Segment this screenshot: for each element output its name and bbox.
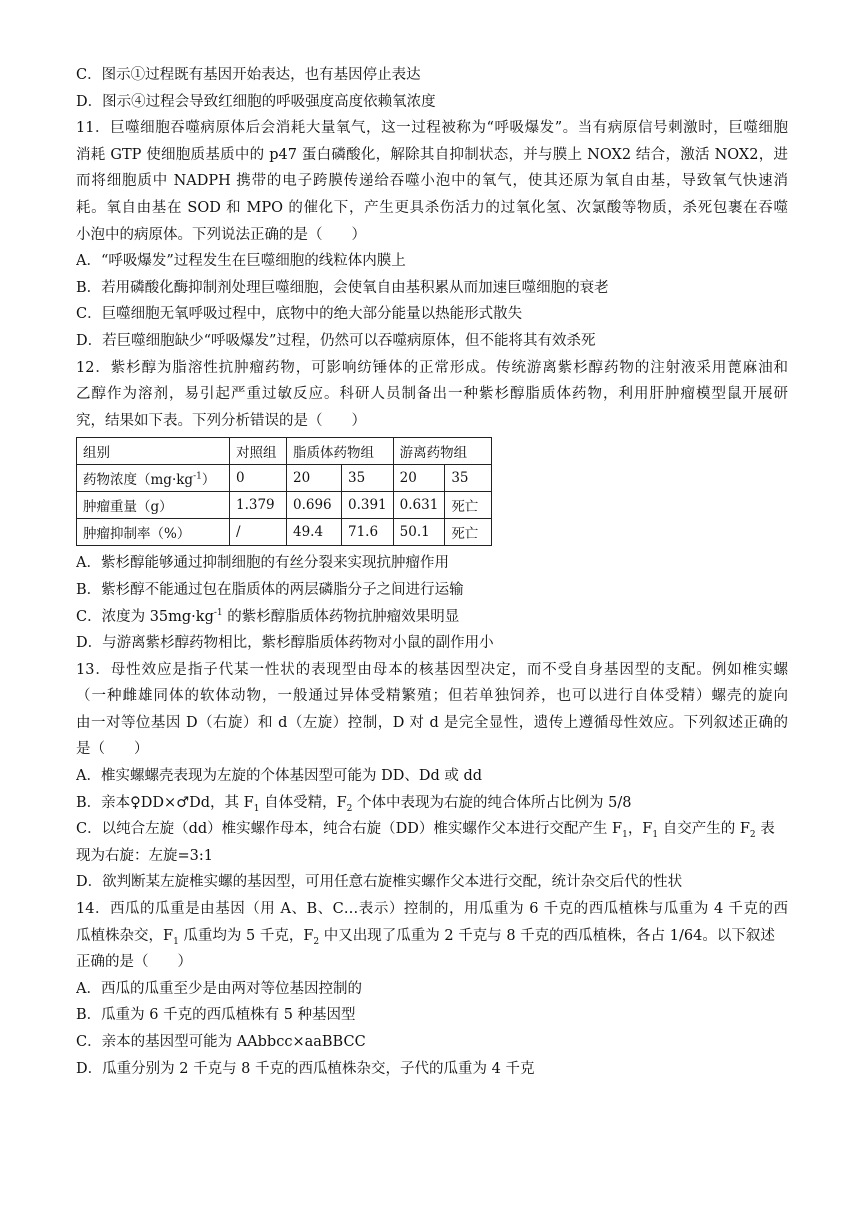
q13-option-d: D．欲判断某左旋椎实螺的基因型，可用任意右旋椎实螺作父本进行交配，统计杂交后代的性状	[76, 874, 683, 891]
q14-option-b: B．瓜重为 6 千克的西瓜植株有 5 种基因型	[76, 1007, 356, 1024]
q13-option-c-continued: 现为右旋：左旋=3:1	[76, 847, 213, 864]
q11-stem-line: 11．巨噬细胞吞噬病原体后会消耗大量氧气，这一过程被称为“呼吸爆发”。当有病原信号刺激时，巨噬细胞	[76, 120, 788, 137]
q14-stem	[76, 896, 788, 976]
table-header-cell: 脂质体药物组	[287, 438, 394, 465]
q13-option-c: C．以纯合左旋（dd）椎实螺作母本，纯合右旋（DD）椎实螺作父本进行交配产生 $F_1$，$F_1$ 自交产生的 $F_2$ 表	[76, 821, 775, 841]
q11-option-a: A．“呼吸爆发”过程发生在巨噬细胞的线粒体内膜上	[76, 253, 406, 270]
q11-stem-line: 而将细胞质中 NADPH 携带的电子跨膜传递给吞噬小泡中的氧气，使其还原为氧自由基，导致氧气快速消	[76, 173, 788, 190]
q13-option-b: B．亲本♀DD×♂Dd，其 $F_1$ 自体受精，$F_2$ 个体中表现为右旋的纯合体所占比例为 5/8	[76, 794, 632, 814]
q14-option-d: D．瓜重分别为 2 千克与 8 千克的西瓜植株杂交，子代的瓜重为 4 千克	[76, 1060, 535, 1077]
table-cell: 0	[230, 465, 287, 492]
q10-option-c: C．图示①过程既有基因开始表达，也有基因停止表达	[76, 67, 421, 83]
q13-stem-line: 13．母性效应是指子代某一性状的表现型由母本的核基因型决定，而不受自身基因型的支配。例如椎实螺	[76, 661, 788, 678]
table-row-label: 肿瘤重量（g）	[77, 492, 230, 519]
table-header-cell: 对照组	[230, 438, 287, 465]
table-cell: 死亡	[445, 492, 492, 519]
q10-option-d: D．图示④过程会导致红细胞的呼吸强度高度依赖氧浓度	[76, 93, 436, 110]
table-cell: 35	[342, 465, 394, 492]
table-header-cell: 组别	[77, 438, 230, 465]
q14-option-a: A．西瓜的瓜重至少是由两对等位基因控制的	[76, 980, 362, 997]
table-cell: 0.696	[287, 492, 342, 519]
q12-stem-line: 究，结果如下表。下列分析错误的是（ ）	[76, 412, 366, 429]
table-cell: 35	[445, 465, 492, 492]
q14-option-c: C．亲本的基因型可能为 AAbbcc×aaBBCC	[76, 1034, 366, 1050]
q13-stem-line: （一种雌雄同体的软体动物，一般通过异体受精繁殖；但若单独饲养，也可以进行自体受精）螺壳的旋向	[76, 688, 788, 705]
q11-option-b: B．若用磷酸化酶抑制剂处理巨噬细胞，会使氧自由基积累从而加速巨噬细胞的衰老	[76, 279, 609, 296]
q12-option-d: D．与游离紫杉醇药物相比，紫杉醇脂质体药物对小鼠的副作用小	[76, 635, 494, 652]
table-cell: 71.6	[342, 519, 394, 546]
table-header-row	[77, 438, 492, 465]
table-cell: 死亡	[445, 519, 492, 546]
table-cell: 0.631	[393, 492, 445, 519]
q13-stem-line: 由一对等位基因 D（右旋）和 d（左旋）控制，D 对 d 是完全显性，遗传上遵循母性效应。下列叙述正确的	[76, 714, 788, 731]
q12-stem	[76, 355, 788, 435]
q11-stem	[76, 115, 788, 248]
q14-stem-line: 瓜植株杂交，$F_1$ 瓜重均为 5 千克，$F_2$ 中又出现了瓜重为 2 千克与 8 千克的西瓜植株，各占 1/64。以下叙述	[76, 927, 775, 947]
q12-stem-line: 12．紫杉醇为脂溶性抗肿瘤药物，可影响纺锤体的正常形成。传统游离紫杉醇药物的注射液采用蓖麻油和	[76, 359, 788, 376]
q11-stem-line: 消耗 GTP 使细胞质基质中的 p47 蛋白磷酸化，解除其自抑制状态，并与膜上 NOX2 结合，激活 NOX2，进	[76, 146, 788, 163]
q11-stem-line: 耗。氧自由基在 SOD 和 MPO 的催化下，产生更具杀伤活力的过氧化氢、次氯酸等物质，杀死包裹在吞噬	[76, 199, 788, 216]
q13-stem	[76, 657, 788, 763]
table-row-label: 药物浓度$(mg\cdot kg^{-1})$	[77, 465, 230, 492]
table-row	[77, 519, 492, 546]
table-row	[77, 465, 492, 492]
q11-stem-line: 小泡中的病原体。下列说法正确的是（ ）	[76, 226, 366, 243]
q14-stem-line: 14．西瓜的瓜重是由基因（用 A、B、C…表示）控制的，用瓜重为 6 千克的西瓜植株与瓜重为 4 千克的西	[76, 901, 788, 918]
table-cell: 50.1	[393, 519, 445, 546]
table-cell: /	[230, 519, 287, 546]
exam-page	[76, 62, 788, 1082]
table-cell: 1.379	[230, 492, 287, 519]
table-row	[77, 492, 492, 519]
table-cell: 20	[393, 465, 445, 492]
q12-results-table	[76, 437, 492, 546]
table-header-cell: 游离药物组	[393, 438, 492, 465]
table-row-label: 肿瘤抑制率（%）	[77, 519, 230, 546]
q12-option-b: B．紫杉醇不能通过包在脂质体的两层磷脂分子之间进行运输	[76, 581, 464, 598]
q11-option-d: D．若巨噬细胞缺少“呼吸爆发”过程，仍然可以吞噬病原体，但不能将其有效杀死	[76, 332, 596, 349]
q14-stem-line: 正确的是（ ）	[76, 954, 192, 971]
table-cell: 0.391	[342, 492, 394, 519]
q11-option-c: C．巨噬细胞无氧呼吸过程中，底物中的绝大部分能量以热能形式散失	[76, 306, 523, 323]
table-cell: 20	[287, 465, 342, 492]
q13-option-a: A．椎实螺螺壳表现为左旋的个体基因型可能为 DD、Dd 或 dd	[76, 768, 483, 785]
q12-option-a: A．紫杉醇能够通过抑制细胞的有丝分裂来实现抗肿瘤作用	[76, 555, 449, 572]
q13-stem-line: 是（ ）	[76, 741, 149, 758]
table-cell: 49.4	[287, 519, 342, 546]
q12-stem-line: 乙醇作为溶剂，易引起严重过敏反应。科研人员制备出一种紫杉醇脂质体药物，利用肝肿瘤模型鼠开展研	[76, 386, 788, 403]
q12-option-c: C．浓度为 $35mg\cdot kg^{-1}$ 的紫杉醇脂质体药物抗肿瘤效果明显	[76, 607, 460, 625]
